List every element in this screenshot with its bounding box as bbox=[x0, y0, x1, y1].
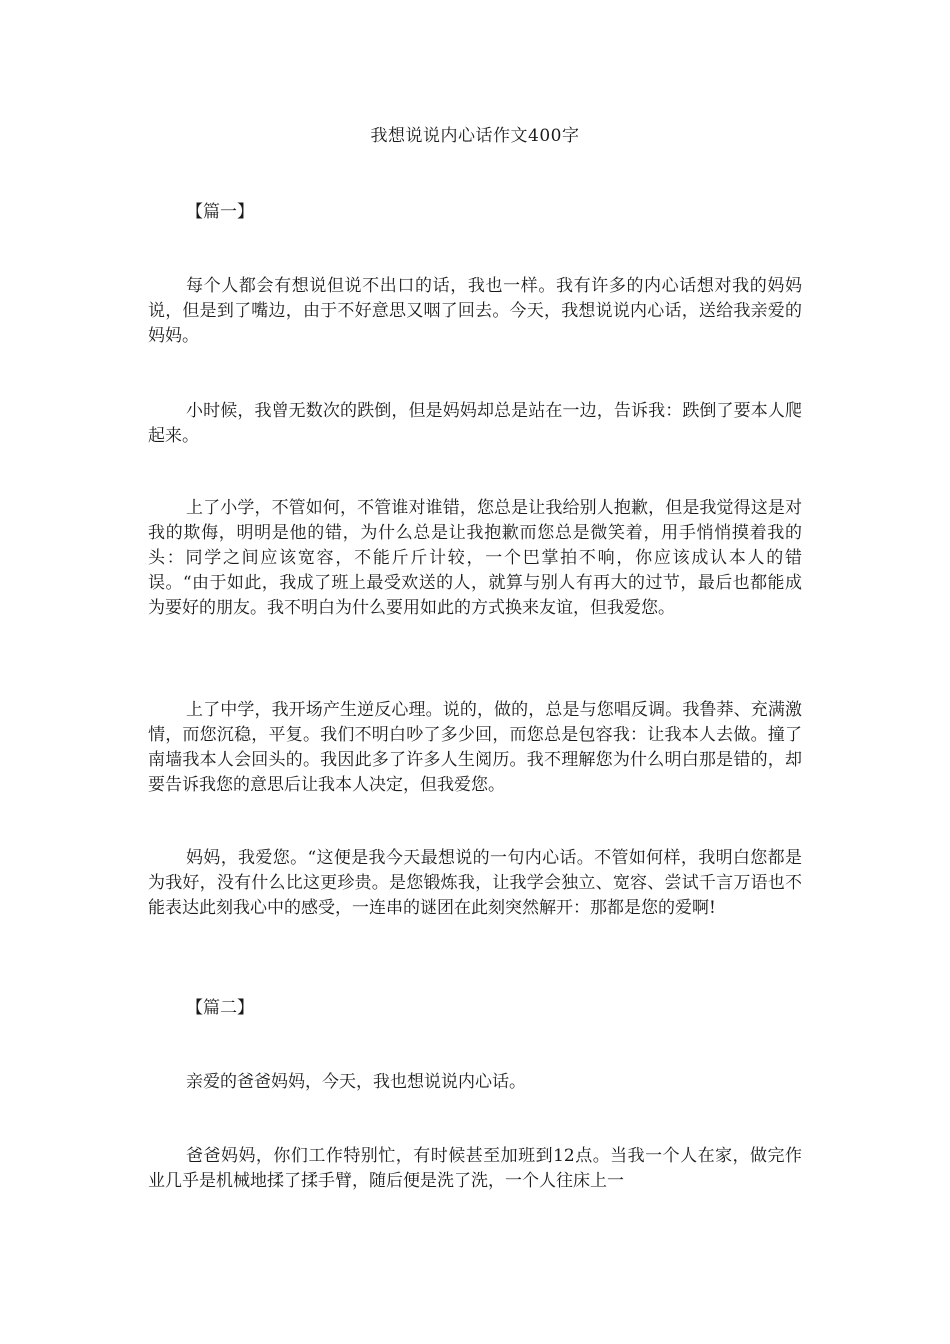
section-1-paragraph-1: 每个人都会有想说但说不出口的话，我也一样。我有许多的内心话想对我的妈妈说，但是到了嘴边，由于不好意思又咽了回去。今天，我想说说内心话，送给我亲爱的妈妈。 bbox=[148, 276, 802, 346]
section-1-paragraph-3: 上了小学，不管如何，不管谁对谁错，您总是让我给别人抱歉，但是我觉得这是对我的欺侮，明明是他的错，为什么总是让我抱歉而您总是微笑着，用手悄悄摸着我的头：同学之间应该宽容，不能斤斤计较，一个巴掌拍不响，你应该成认本人的错误。“由于如此，我成了班上最受欢送的人，就算与别人有再大的过节，最后也都能成为要好的朋友。我不明白为什么要用如此的方式换来友谊，但我爱您。 bbox=[148, 498, 802, 618]
section-2-heading: 【篇二】 bbox=[186, 998, 254, 1018]
section-2-paragraph-1: 亲爱的爸爸妈妈，今天，我也想说说内心话。 bbox=[186, 1072, 526, 1092]
section-1-heading: 【篇一】 bbox=[186, 202, 254, 222]
section-2-paragraph-2: 爸爸妈妈，你们工作特别忙，有时候甚至加班到12点。当我一个人在家，做完作业几乎是机械地揉了揉手臂，随后便是洗了洗，一个人往床上一 bbox=[148, 1146, 802, 1191]
section-1-paragraph-2: 小时候，我曾无数次的跌倒，但是妈妈却总是站在一边，告诉我：跌倒了要本人爬起来。 bbox=[148, 401, 802, 446]
section-1-paragraph-4: 上了中学，我开场产生逆反心理。说的，做的，总是与您唱反调。我鲁莽、充满激情，而您沉稳，平复。我们不明白吵了多少回，而您总是包容我：让我本人去做。撞了南墙我本人会回头的。我因此多了许多人生阅历。我不理解您为什么明白那是错的，却要告诉我您的意思后让我本人决定，但我爱您。 bbox=[148, 700, 802, 795]
section-1-paragraph-5: 妈妈，我爱您。“这便是我今天最想说的一句内心话。不管如何样，我明白您都是为我好，没有什么比这更珍贵。是您锻炼我，让我学会独立、宽容、尝试千言万语也不能表达此刻我心中的感受，一连串的谜团在此刻突然解开：那都是您的爱啊! bbox=[148, 848, 802, 918]
document-title: 我想说说内心话作文400字 bbox=[370, 126, 580, 146]
